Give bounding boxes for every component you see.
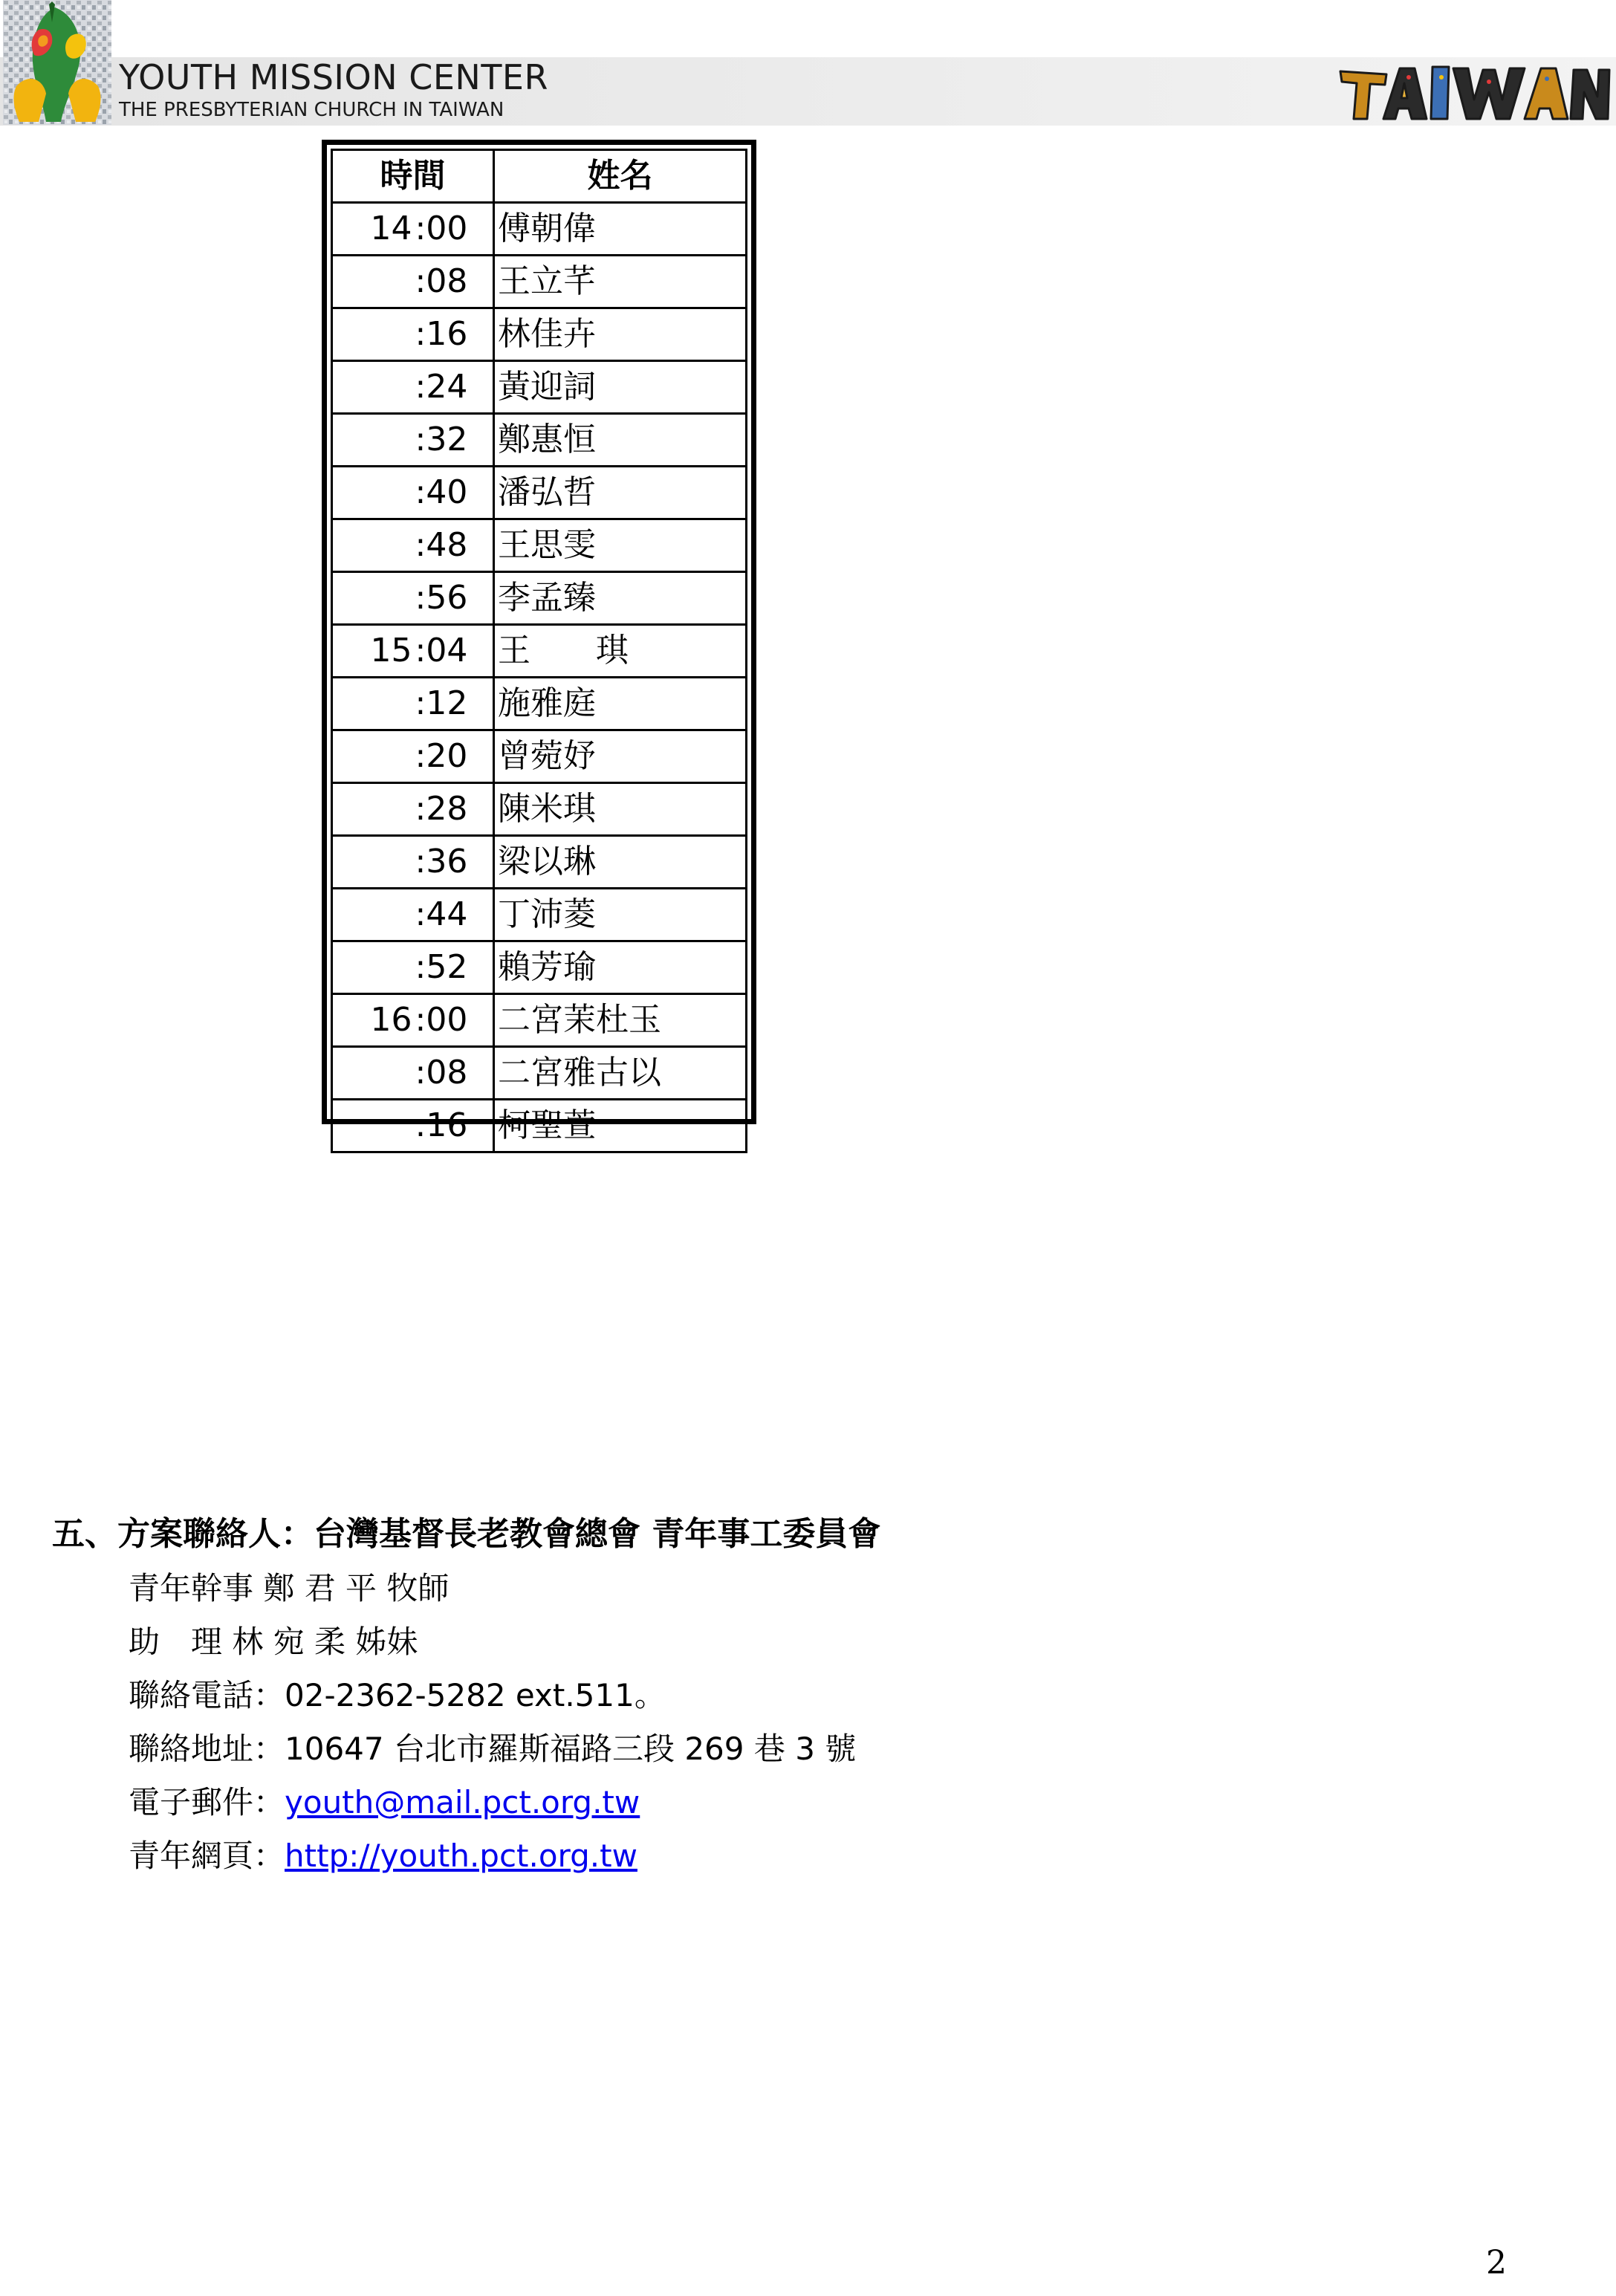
name-cell: 二宮茉杜玉 bbox=[494, 994, 747, 1047]
hour-cell bbox=[332, 1100, 414, 1152]
minute-cell: :40 bbox=[414, 467, 494, 519]
schedule-row bbox=[332, 361, 747, 414]
email-label: 電子郵件： bbox=[129, 1784, 285, 1820]
hour-cell bbox=[332, 414, 414, 467]
hour-cell bbox=[332, 1047, 414, 1100]
schedule-row bbox=[332, 889, 747, 941]
name-cell: 梁以琳 bbox=[494, 836, 747, 889]
hour-cell: 14 bbox=[332, 203, 414, 256]
name-cell: 鄭惠恒 bbox=[494, 414, 747, 467]
hour-cell bbox=[332, 941, 414, 994]
minute-cell: :16 bbox=[414, 308, 494, 361]
minute-cell: :44 bbox=[414, 889, 494, 941]
name-cell: 黃迎詞 bbox=[494, 361, 747, 414]
schedule-row bbox=[332, 519, 747, 572]
name-cell: 曾菀妤 bbox=[494, 730, 747, 783]
hour-cell: 15 bbox=[332, 625, 414, 678]
schedule-row bbox=[332, 783, 747, 836]
minute-cell: :56 bbox=[414, 572, 494, 625]
time-column-header: 時間 bbox=[332, 150, 494, 203]
schedule-row bbox=[332, 994, 747, 1047]
minute-cell: :00 bbox=[414, 994, 494, 1047]
minute-cell: :20 bbox=[414, 730, 494, 783]
name-cell: 柯聖萱 bbox=[494, 1100, 747, 1152]
schedule-row bbox=[332, 1047, 747, 1100]
schedule-row bbox=[332, 730, 747, 783]
name-cell: 王立芊 bbox=[494, 256, 747, 308]
contact-secretary: 青年幹事 鄭 君 平 牧師 bbox=[129, 1570, 450, 1606]
address-label: 聯絡地址： bbox=[129, 1731, 285, 1767]
website-label: 青年網頁： bbox=[129, 1838, 285, 1874]
schedule-row bbox=[332, 941, 747, 994]
name-cell: 陳米琪 bbox=[494, 783, 747, 836]
minute-cell: :24 bbox=[414, 361, 494, 414]
minute-cell: :04 bbox=[414, 625, 494, 678]
hour-cell: 16 bbox=[332, 994, 414, 1047]
schedule-row bbox=[332, 467, 747, 519]
contact-website bbox=[129, 1834, 637, 1878]
hour-cell bbox=[332, 836, 414, 889]
minute-cell: :48 bbox=[414, 519, 494, 572]
contact-address bbox=[129, 1727, 856, 1771]
contact-heading: 五、方案聯絡人：台灣基督長老教會總會 青年事工委員會 bbox=[52, 1515, 881, 1553]
hour-cell bbox=[332, 889, 414, 941]
name-cell: 林佳卉 bbox=[494, 308, 747, 361]
hour-cell bbox=[332, 467, 414, 519]
address-value: 10647 台北市羅斯福路三段 269 巷 3 號 bbox=[285, 1731, 857, 1767]
schedule-row bbox=[332, 625, 747, 678]
minute-cell: :08 bbox=[414, 256, 494, 308]
schedule-row bbox=[332, 572, 747, 625]
phone-label: 聯絡電話： bbox=[129, 1677, 285, 1713]
name-cell: 王思雯 bbox=[494, 519, 747, 572]
hour-cell bbox=[332, 678, 414, 730]
hour-cell bbox=[332, 730, 414, 783]
taiwan-logo-icon bbox=[1337, 61, 1611, 124]
minute-cell: :12 bbox=[414, 678, 494, 730]
email-link[interactable]: youth@mail.pct.org.tw bbox=[285, 1784, 640, 1820]
schedule-table-frame bbox=[322, 140, 756, 1144]
minute-cell: :08 bbox=[414, 1047, 494, 1100]
name-column-header: 姓名 bbox=[494, 150, 747, 203]
schedule-row bbox=[332, 678, 747, 730]
name-cell: 丁沛菱 bbox=[494, 889, 747, 941]
schedule-header-row bbox=[332, 150, 747, 203]
hour-cell bbox=[332, 572, 414, 625]
name-cell: 傅朝偉 bbox=[494, 203, 747, 256]
contact-phone bbox=[129, 1673, 666, 1718]
contact-email bbox=[129, 1780, 640, 1825]
youth-mission-logo-icon bbox=[3, 0, 111, 125]
schedule-row bbox=[332, 203, 747, 256]
name-cell: 王 琪 bbox=[494, 625, 747, 678]
minute-cell: :16 bbox=[414, 1100, 494, 1152]
minute-cell: :00 bbox=[414, 203, 494, 256]
schedule-row bbox=[332, 256, 747, 308]
name-cell: 賴芳瑜 bbox=[494, 941, 747, 994]
schedule-table bbox=[331, 149, 747, 1153]
minute-cell: :36 bbox=[414, 836, 494, 889]
contact-assistant: 助 理 林 宛 柔 姊妹 bbox=[129, 1624, 418, 1660]
minute-cell: :28 bbox=[414, 783, 494, 836]
hour-cell bbox=[332, 361, 414, 414]
page-number: 2 bbox=[1486, 2244, 1507, 2282]
name-cell: 李孟臻 bbox=[494, 572, 747, 625]
hour-cell bbox=[332, 256, 414, 308]
phone-value: 02-2362-5282 ext.511。 bbox=[285, 1677, 666, 1713]
name-cell: 施雅庭 bbox=[494, 678, 747, 730]
schedule-row bbox=[332, 836, 747, 889]
hour-cell bbox=[332, 308, 414, 361]
org-name: YOUTH MISSION CENTER bbox=[119, 57, 548, 97]
schedule-row bbox=[332, 414, 747, 467]
website-link[interactable]: http://youth.pct.org.tw bbox=[285, 1838, 637, 1874]
schedule-row bbox=[332, 1100, 747, 1152]
hour-cell bbox=[332, 783, 414, 836]
name-cell: 二宮雅古以 bbox=[494, 1047, 747, 1100]
hour-cell bbox=[332, 519, 414, 572]
minute-cell: :52 bbox=[414, 941, 494, 994]
name-cell: 潘弘哲 bbox=[494, 467, 747, 519]
minute-cell: :32 bbox=[414, 414, 494, 467]
schedule-row bbox=[332, 308, 747, 361]
org-subtitle: THE PRESBYTERIAN CHURCH IN TAIWAN bbox=[119, 99, 504, 121]
